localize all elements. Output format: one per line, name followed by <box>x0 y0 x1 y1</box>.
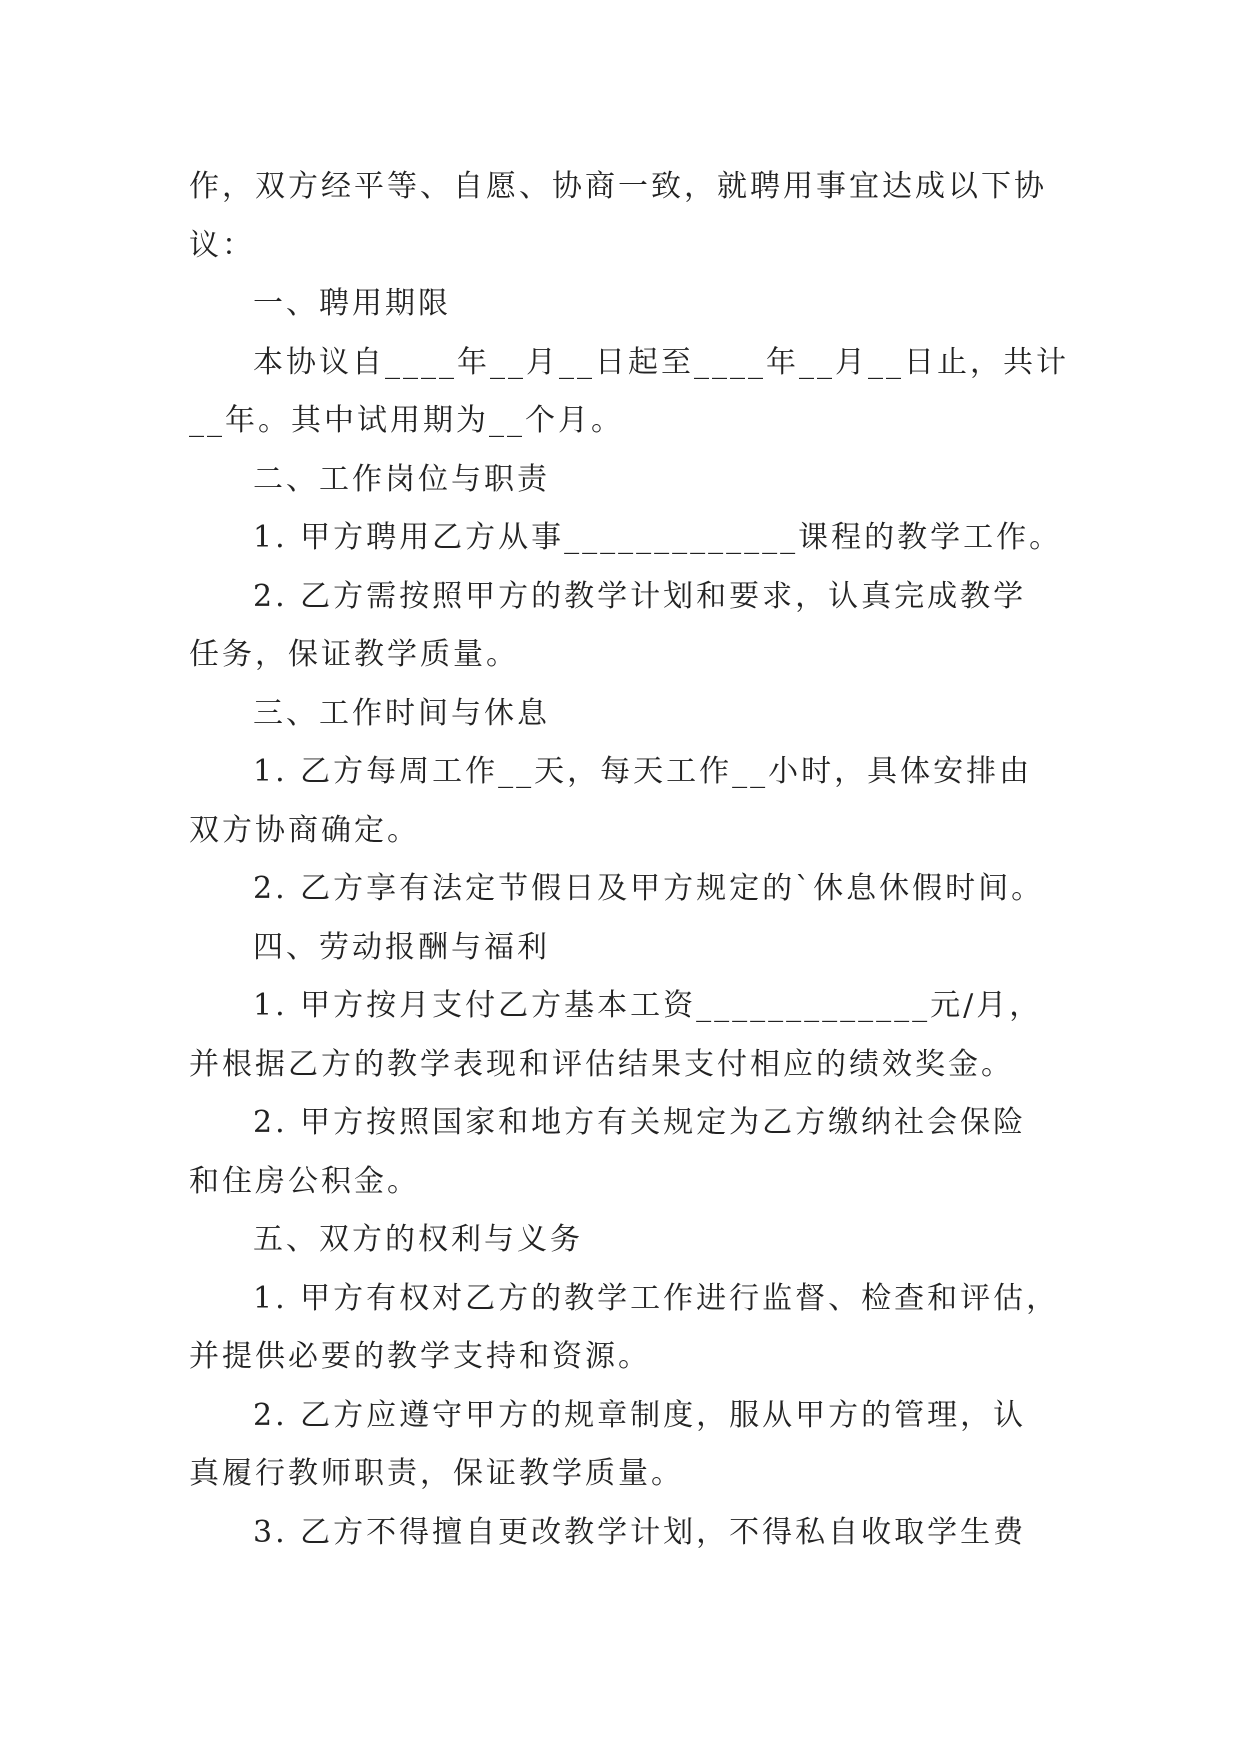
text-line: 2. 乙方需按照甲方的教学计划和要求，认真完成教学 <box>253 578 1027 614</box>
text-line: 1. 甲方聘用乙方从事_____________课程的教学工作。 <box>253 520 1063 555</box>
text-line: 作，双方经平等、自愿、协商一致，就聘用事宜达成以下协 <box>189 169 1047 204</box>
text-line: 本协议自____年__月__日起至____年__月__日止，共计 <box>253 344 1069 380</box>
section-heading: 三、工作时间与休息 <box>253 695 550 731</box>
section-heading: 一、聘用期限 <box>253 286 451 321</box>
text-line: 1. 甲方按月支付乙方基本工资_____________元/月， <box>253 988 1043 1023</box>
text-line: 2. 甲方按照国家和地方有关规定为乙方缴纳社会保险 <box>253 1105 1027 1140</box>
text-line: 并根据乙方的教学表现和评估结果支付相应的绩效奖金。 <box>189 1046 1014 1082</box>
text-line: 1. 乙方每周工作__天，每天工作__小时，具体安排由 <box>253 754 1033 789</box>
text-line: __年。其中试用期为__个月。 <box>189 403 624 438</box>
text-line: 2. 乙方应遵守甲方的规章制度，服从甲方的管理，认 <box>253 1397 1027 1433</box>
section-heading: 二、工作岗位与职责 <box>253 461 550 497</box>
section-heading: 四、劳动报酬与福利 <box>253 929 550 965</box>
text-line: 议： <box>189 227 255 263</box>
text-line: 2. 乙方享有法定节假日及甲方规定的`休息休假时间。 <box>253 871 1045 906</box>
text-line: 3. 乙方不得擅自更改教学计划，不得私自收取学生费 <box>253 1514 1027 1550</box>
text-line: 1. 甲方有权对乙方的教学工作进行监督、检查和评估， <box>253 1280 1060 1316</box>
document-body <box>189 158 1079 1562</box>
text-line: 任务，保证教学质量。 <box>189 637 519 672</box>
text-line: 真履行教师职责，保证教学质量。 <box>189 1456 684 1491</box>
text-line: 双方协商确定。 <box>189 812 420 848</box>
section-heading: 五、双方的权利与义务 <box>253 1222 583 1257</box>
text-line: 和住房公积金。 <box>189 1163 420 1199</box>
text-line: 并提供必要的教学支持和资源。 <box>189 1339 651 1374</box>
